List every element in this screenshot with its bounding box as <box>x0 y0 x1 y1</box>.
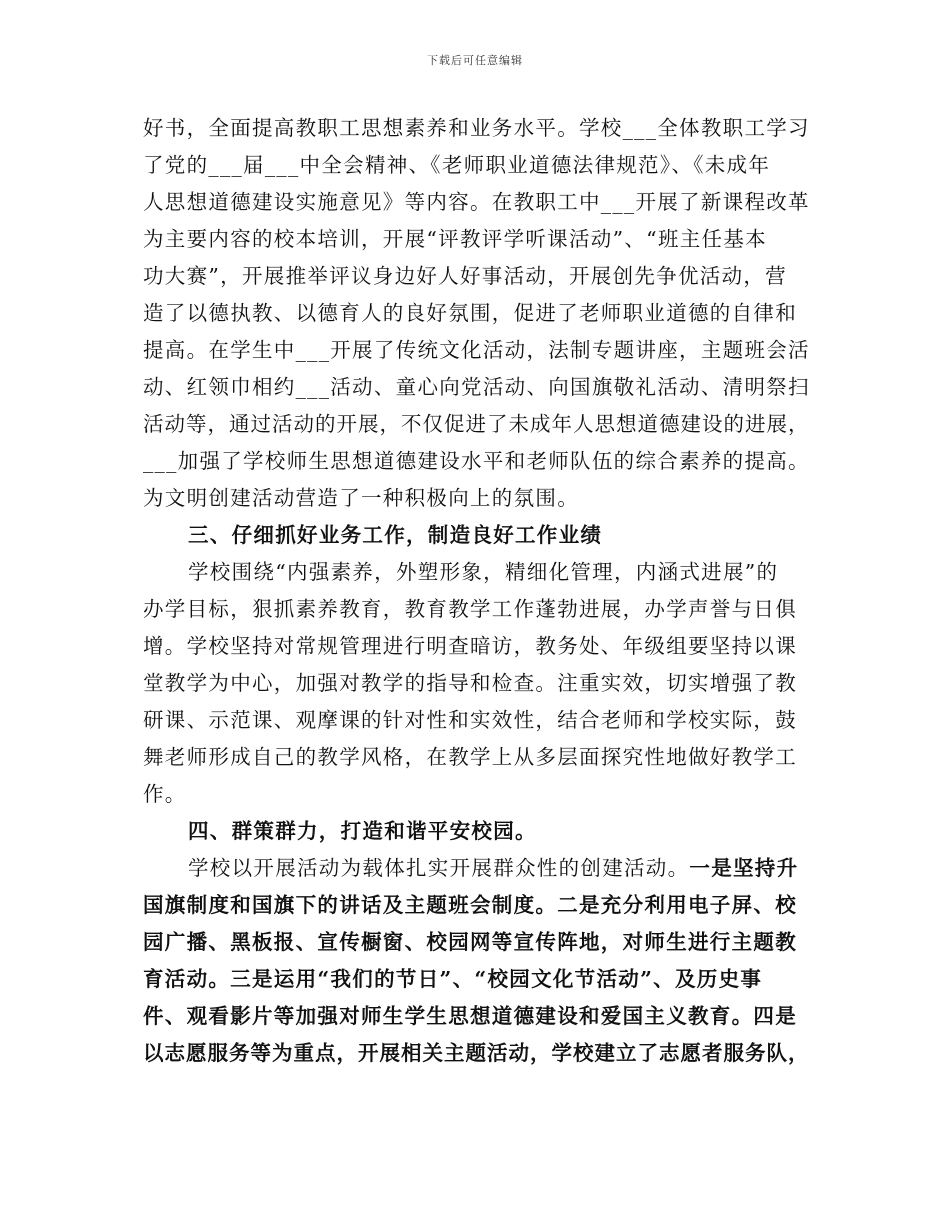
line-text: ___加强了学校师生思想道德建设水平和老师队伍的综合素养的提高。 <box>143 449 810 473</box>
text-line <box>143 998 815 1035</box>
line-text: 为文明创建活动营造了一种积极向上的氛围。 <box>143 486 579 510</box>
line-text: 动、红领巾相约___活动、童心向党活动、向国旗敬礼活动、清明祭扫 <box>143 375 810 399</box>
line-text: 好书，全面提高教职工思想素养和业务水平。学校___全体教职工学习 <box>143 116 810 140</box>
text-line <box>143 184 815 221</box>
line-text: 办学目标，狠抓素养教育，教育教学工作蓬勃进展，办学声誉与日俱 <box>143 597 797 621</box>
text-line <box>143 1035 815 1072</box>
text-line <box>143 702 815 739</box>
line-text: 学校围绕“内强素养，外塑形象，精细化管理，内涵式进展”的 <box>188 560 779 584</box>
line-text: 功大赛”，开展推举评议身边好人好事活动，开展创先争优活动，营 <box>143 264 787 288</box>
text-line <box>143 776 815 813</box>
text-line <box>143 961 815 998</box>
text-line <box>143 369 815 406</box>
line-text: 以志愿服务等为重点，开展相关主题活动，学校建立了志愿者服务队， <box>143 1041 810 1065</box>
text-line <box>143 480 815 517</box>
text-line <box>143 628 815 665</box>
line-text: 四、群策群力，打造和谐平安校园。 <box>188 819 537 843</box>
line-text: 育活动。三是运用“我们的节日”、“校园文化节活动”、及历史事 <box>143 967 763 991</box>
text-line <box>143 665 815 702</box>
text-line <box>143 110 815 147</box>
document-body <box>143 110 815 1072</box>
text-line <box>143 887 815 924</box>
line-text: 学校以开展活动为载体扎实开展群众性的创建活动。 <box>188 856 690 880</box>
line-text: 件、观看影片等加强对师生学生思想道德建设和爱国主义教育。四是 <box>143 1004 797 1028</box>
line-text: 了党的___届___中全会精神、《老师职业道德法律规范》、《未成年 <box>143 153 771 177</box>
text-line <box>143 739 815 776</box>
section-heading <box>143 813 815 850</box>
line-text: 堂教学为中心，加强对教学的指导和检查。注重实效，切实增强了教 <box>143 671 797 695</box>
line-text-emphasis: 一是坚持升 <box>689 856 799 880</box>
line-text: 造了以德执教、以德育人的良好氛围，促进了老师职业道德的自律和 <box>143 301 797 325</box>
line-text: 人思想道德建设实施意见》等内容。在教职工中___开展了新课程改革 <box>143 190 810 214</box>
text-line <box>143 406 815 443</box>
line-text: 增。学校坚持对常规管理进行明查暗访，教务处、年级组要坚持以课 <box>143 634 797 658</box>
text-line <box>143 924 815 961</box>
text-line <box>143 850 815 887</box>
line-text: 三、仔细抓好业务工作，制造良好工作业绩 <box>188 523 603 547</box>
line-text: 研课、示范课、观摩课的针对性和实效性，结合老师和学校实际，鼓 <box>143 708 797 732</box>
section-heading <box>143 517 815 554</box>
text-line <box>143 332 815 369</box>
line-text: 作。 <box>143 782 187 806</box>
page-header: 下载后可任意编辑 <box>427 54 523 67</box>
line-text: 为主要内容的校本培训，开展“评教评学听课活动”、“班主任基本 <box>143 227 767 251</box>
text-line <box>143 221 815 258</box>
line-text: 国旗制度和国旗下的讲话及主题班会制度。二是充分利用电子屏、校 <box>143 893 797 917</box>
line-text: 园广播、黑板报、宣传橱窗、校园网等宣传阵地，对师生进行主题教 <box>143 930 797 954</box>
text-line <box>143 554 815 591</box>
text-line <box>143 295 815 332</box>
text-line <box>143 443 815 480</box>
line-text: 提高。在学生中___开展了传统文化活动，法制专题讲座，主题班会活 <box>143 338 810 362</box>
text-line <box>143 258 815 295</box>
line-text: 舞老师形成自己的教学风格，在教学上从多层面探究性地做好教学工 <box>143 745 797 769</box>
line-text: 活动等，通过活动的开展，不仅促进了未成年人思想道德建设的进展， <box>143 412 810 436</box>
text-line <box>143 147 815 184</box>
text-line <box>143 591 815 628</box>
